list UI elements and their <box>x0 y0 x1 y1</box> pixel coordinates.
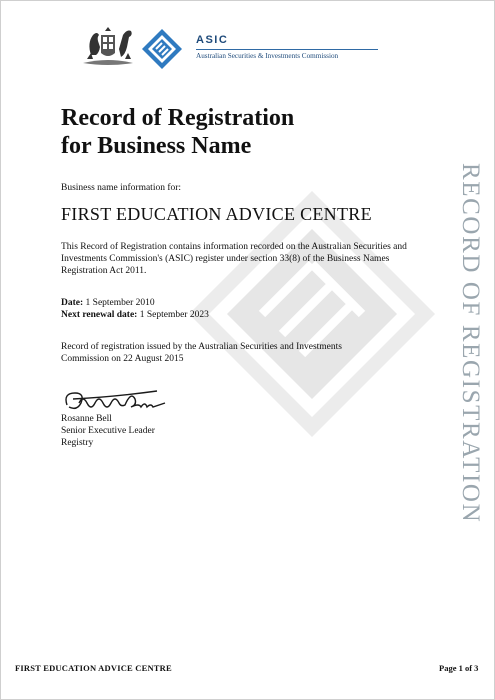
signatory-unit: Registry <box>61 438 94 448</box>
date-row <box>61 297 209 309</box>
registration-description: This Record of Registration contains information recorded on the Australian Securities and Investments Commission's (ASIC) register under section 33(8) of the Business Names Registration Act 2011. <box>61 242 407 276</box>
watermark-diamond-icon <box>187 189 437 439</box>
signatory-name: Rosanne Bell <box>61 414 112 424</box>
renewal-row <box>61 309 209 321</box>
title-line-1: Record of Registration <box>61 105 295 131</box>
coat-of-arms-icon <box>79 25 137 69</box>
footer-business-name: FIRST EDUCATION ADVICE CENTRE <box>15 663 172 673</box>
issued-statement: Record of registration issued by the Australian Securities and Investments Commission on 22 August 2015 <box>61 342 342 364</box>
asic-full-name: Australian Securities & Investments Commission <box>196 52 339 60</box>
asic-wordmark: ASIC <box>196 34 229 46</box>
signatory-position: Senior Executive Leader <box>61 426 155 436</box>
renewal-label: Next renewal date: <box>61 310 138 320</box>
date-label: Date: <box>61 298 84 308</box>
title-line-2: for Business Name <box>61 133 252 159</box>
signature-image <box>59 385 209 415</box>
page-title <box>61 104 294 160</box>
header-divider <box>196 49 378 50</box>
signatory-block <box>61 413 155 449</box>
renewal-value: 1 September 2023 <box>139 310 209 320</box>
side-banner: RECORD OF REGISTRATION <box>457 163 484 524</box>
date-value: 1 September 2010 <box>85 298 155 308</box>
registration-dates <box>61 297 209 321</box>
business-intro-label: Business name information for: <box>61 183 182 193</box>
asic-logo-icon <box>141 28 183 70</box>
business-name: FIRST EDUCATION ADVICE CENTRE <box>61 204 372 224</box>
page-number: Page 1 of 3 <box>439 663 479 673</box>
